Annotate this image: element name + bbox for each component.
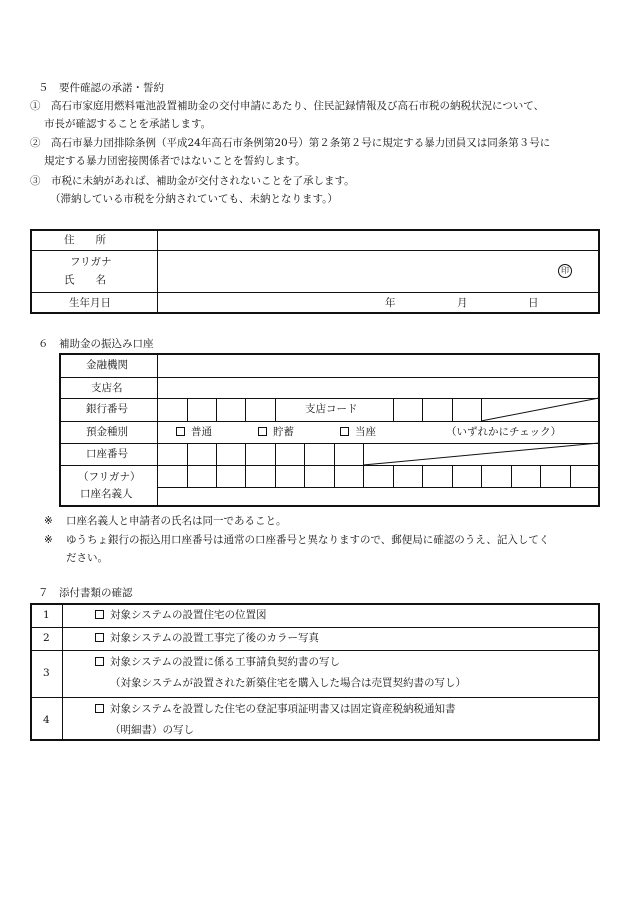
attachment-row-3[interactable] [95, 657, 340, 668]
attachment-row-1-number: 1 [43, 609, 50, 621]
consent-item-1-line2: 市長が確認することを承諾します。 [44, 118, 212, 130]
attachment-row-2-number: 2 [43, 632, 50, 644]
ordinary-option[interactable] [176, 427, 212, 438]
note2-text-line1: ゆうちょ銀行の振込用口座番号は通常の口座番号と異なりますので、郵便局に確認のうえ、記入してく [66, 534, 550, 546]
account-number-field[interactable] [158, 444, 362, 464]
name-label: 氏 名 [64, 274, 106, 286]
attachment-row-4-number: 4 [43, 714, 50, 726]
attachment-3-subtext: （対象システムが設置された新築住宅を購入した場合は売買契約書の写し） [110, 677, 466, 689]
attachment-row-3-number: 3 [43, 667, 50, 679]
address-label: 住 所 [64, 234, 106, 246]
checking-option[interactable] [340, 427, 376, 438]
ordinary-checkbox[interactable] [176, 427, 185, 436]
account-number-label: 口座番号 [86, 448, 128, 460]
attachment-4-checkbox[interactable] [95, 704, 104, 713]
ordinary-option-label: 普通 [191, 426, 212, 438]
attachment-row-4[interactable] [95, 704, 455, 715]
attachment-3-checkbox[interactable] [95, 657, 104, 666]
note2-mark: ※ [44, 534, 53, 546]
deposit-type-label: 預金種別 [86, 426, 128, 438]
dob-year-label: 年 [385, 297, 396, 309]
section6-heading: ６ 補助金の振込み口座 [38, 338, 154, 350]
attachment-4-subtext: （明細書）の写し [110, 724, 194, 736]
savings-checkbox[interactable] [258, 427, 267, 436]
savings-option[interactable] [258, 427, 294, 438]
seal-mark: 印 [558, 264, 572, 278]
checking-checkbox[interactable] [340, 427, 349, 436]
consent-item-2-line1: ② 高石市暴力団排除条例（平成24年高石市条例第20号）第２条第２号に規定する暴力団員又は同条第３号に [30, 137, 551, 149]
branch-code-field[interactable] [394, 399, 480, 420]
attachment-3-text: 対象システムの設置に係る工事請負契約書の写し [110, 656, 340, 668]
attachments-table [30, 603, 600, 741]
branch-code-label: 支店コード [305, 403, 358, 415]
holder-label: 口座名義人 [80, 488, 133, 500]
consent-item-1-line1: ① 高石市家庭用燃料電池設置補助金の交付申請にあたり、住民記録情報及び高石市税の納税状況について、 [30, 100, 545, 112]
bank-field[interactable] [158, 355, 599, 376]
branch-label: 支店名 [91, 382, 123, 394]
holder-furigana-label: （フリガナ） [78, 471, 141, 483]
attachment-1-text: 対象システムの設置住宅の位置図 [110, 609, 267, 621]
attachment-2-text: 対象システムの設置工事完了後のカラー写真 [110, 632, 319, 644]
note1-text: 口座名義人と申請者の氏名は同一であること。 [66, 515, 287, 527]
name-field[interactable] [158, 251, 553, 291]
bank-number-diagonal [481, 398, 599, 421]
holder-name-field[interactable] [158, 488, 599, 506]
section7-heading: ７ 添付書類の確認 [38, 587, 133, 599]
consent-item-2-line2: 規定する暴力団密接関係者ではないことを誓約します。 [44, 155, 306, 167]
attachment-2-checkbox[interactable] [95, 633, 104, 642]
check-one-note: （いずれかにチェック） [446, 426, 562, 438]
branch-field[interactable] [158, 378, 599, 397]
savings-option-label: 貯蓄 [273, 426, 294, 438]
consent-item-3-line1: ③ 市税に未納があれば、補助金が交付されないことを了承します。 [30, 175, 355, 187]
note1-mark: ※ [44, 515, 53, 527]
dob-day-label: 日 [528, 297, 539, 309]
section5-heading: ５ 要件確認の承諾・誓約 [38, 82, 164, 94]
holder-furigana-field[interactable] [158, 466, 599, 486]
furigana-label: フリガナ [70, 256, 112, 268]
attachment-row-1[interactable] [95, 610, 266, 621]
dob-label: 生年月日 [69, 297, 111, 309]
note2-text-line2: ださい。 [66, 552, 108, 564]
bank-label: 金融機関 [86, 359, 128, 371]
account-number-diagonal [363, 443, 599, 465]
address-field[interactable] [158, 231, 599, 249]
attachment-row-2[interactable] [95, 633, 319, 644]
consent-item-3-line2: （滞納している市税を分納されていても、未納となります。） [50, 193, 338, 205]
checking-option-label: 当座 [355, 426, 376, 438]
bank-number-label: 銀行番号 [86, 403, 128, 415]
attachment-1-checkbox[interactable] [95, 610, 104, 619]
attachment-4-text: 対象システムを設置した住宅の登記事項証明書又は固定資産税納税通知書 [110, 703, 456, 715]
dob-month-label: 月 [457, 297, 468, 309]
bank-number-field[interactable] [158, 399, 274, 420]
